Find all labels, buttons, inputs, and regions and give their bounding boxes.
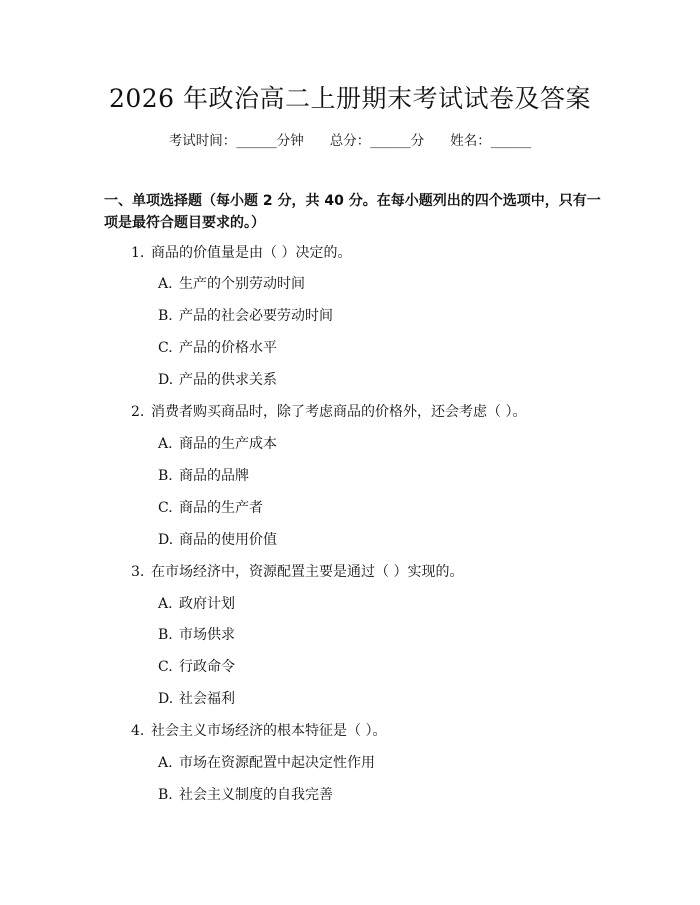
question-4-option-b: [158, 785, 333, 805]
question-4: [131, 721, 386, 741]
option-text: 商品的生产成本: [179, 436, 277, 452]
option-letter: D.: [158, 372, 174, 388]
question-1-option-b: [158, 306, 333, 326]
option-letter: A.: [158, 276, 173, 292]
section-heading: 一、单项选择题（每小题 2 分，共 40 分。在每小题列出的四个选项中，只有一项是最符合题目要求的。）: [104, 193, 601, 231]
question-1: [131, 243, 351, 263]
option-text: 商品的品牌: [179, 468, 249, 484]
question-3: [131, 562, 463, 582]
question-4-option-a: [158, 753, 375, 773]
question-number: 1.: [131, 245, 145, 261]
question-2-option-a: [158, 434, 277, 454]
exam-title: 2026 年政治高二上册期末考试试卷及答案: [108, 84, 592, 113]
option-text: 产品的价格水平: [179, 340, 277, 356]
option-text: 政府计划: [179, 596, 235, 612]
option-text: 商品的使用价值: [179, 532, 277, 548]
option-letter: A.: [158, 436, 173, 452]
option-letter: C.: [158, 500, 173, 516]
option-letter: B.: [158, 468, 173, 484]
option-text: 商品的生产者: [179, 500, 263, 516]
option-letter: C.: [158, 659, 173, 675]
question-number: 3.: [131, 564, 145, 580]
question-text: 在市场经济中，资源配置主要是通过（ ）实现的。: [151, 564, 464, 580]
option-letter: A.: [158, 596, 173, 612]
option-text: 市场在资源配置中起决定性作用: [179, 755, 375, 771]
question-number: 2.: [131, 404, 145, 420]
question-text: 商品的价值量是由（ ）决定的。: [151, 245, 352, 261]
option-text: 产品的社会必要劳动时间: [179, 308, 333, 324]
question-1-option-a: [158, 274, 305, 294]
option-letter: C.: [158, 340, 173, 356]
question-text: 社会主义市场经济的根本特征是（ ）。: [151, 723, 387, 739]
question-3-option-a: [158, 594, 235, 614]
question-text: 消费者购买商品时，除了考虑商品的价格外，还会考虑（ ）。: [151, 404, 527, 420]
question-2: [131, 402, 526, 422]
option-letter: B.: [158, 787, 173, 803]
option-letter: B.: [158, 308, 173, 324]
option-text: 行政命令: [179, 659, 235, 675]
option-letter: D.: [158, 691, 174, 707]
question-2-option-b: [158, 466, 249, 486]
total-score-field: 总分：______分: [329, 133, 425, 149]
question-3-option-c: [158, 657, 235, 677]
option-text: 社会主义制度的自我完善: [179, 787, 333, 803]
option-letter: B.: [158, 627, 173, 643]
exam-time-field: 考试时间：______分钟: [168, 133, 304, 149]
option-letter: D.: [158, 532, 174, 548]
option-text: 生产的个别劳动时间: [179, 276, 305, 292]
question-2-option-c: [158, 498, 263, 518]
question-3-option-b: [158, 625, 235, 645]
question-number: 4.: [131, 723, 145, 739]
option-text: 市场供求: [179, 627, 235, 643]
option-text: 产品的供求关系: [179, 372, 277, 388]
option-text: 社会福利: [179, 691, 235, 707]
question-1-option-d: [158, 370, 277, 390]
question-1-option-c: [158, 338, 277, 358]
question-2-option-d: [158, 530, 277, 550]
student-name-field: 姓名：______: [450, 133, 532, 149]
exam-info-line: [0, 131, 700, 151]
option-letter: A.: [158, 755, 173, 771]
question-3-option-d: [158, 689, 235, 709]
